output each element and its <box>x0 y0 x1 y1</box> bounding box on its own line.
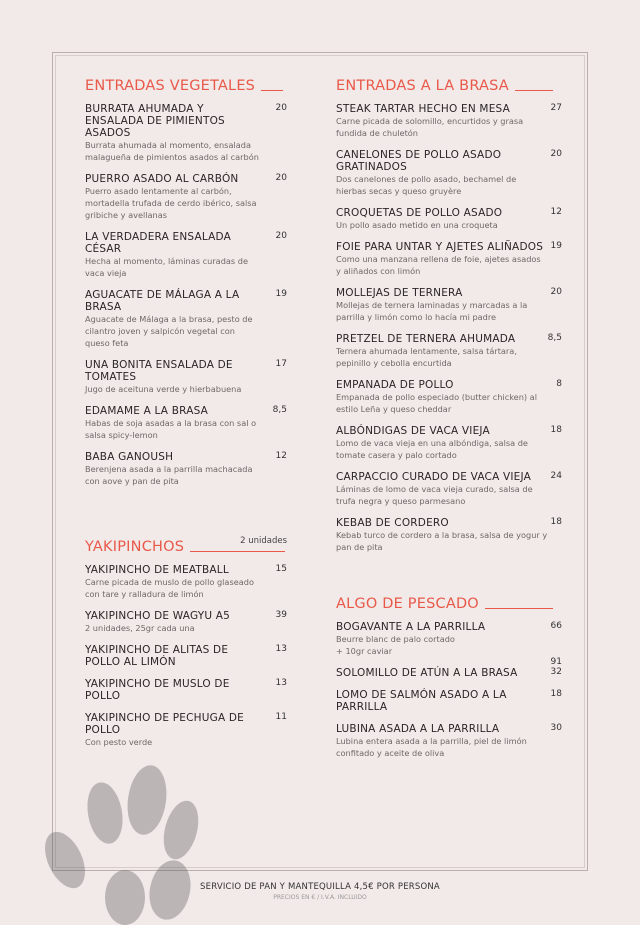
item-price: 18 <box>550 517 562 527</box>
item-description: Láminas de lomo de vaca vieja curado, salsa de trufa negra y queso parmesano <box>336 484 533 506</box>
item-price: 27 <box>550 103 562 113</box>
section-yakipinchos <box>85 538 287 758</box>
menu-item <box>336 425 562 461</box>
item-description: 2 unidades, 25gr cada una <box>85 623 195 633</box>
item-price: 24 <box>550 471 562 481</box>
menu-item <box>336 517 562 553</box>
item-description: Kebab turco de cordero a la brasa, salsa de yogur y pan de pita <box>336 530 548 552</box>
item-description: Berenjena asada a la parrilla machacada con aove y pan de pita <box>85 464 253 486</box>
item-name: AGUACATE DE MÁLAGA A LA BRASA <box>85 289 240 313</box>
item-description: Carne picada de solomillo, encurtidos y grasa fundida de chuletón <box>336 116 524 138</box>
menu-item <box>336 379 562 415</box>
item-price: 39 <box>275 610 287 620</box>
item-name: PUERRO ASADO AL CARBÓN <box>85 173 239 185</box>
item-price: 20 <box>275 231 287 241</box>
item-description: Mollejas de ternera laminadas y marcadas a la parrilla y limón como lo hacía mi padre <box>336 300 528 322</box>
section-algo-de-pescado <box>336 595 562 769</box>
item-name: YAKIPINCHO DE ALITAS DE POLLO AL LIMÓN <box>85 644 229 668</box>
prices-note: PRECIOS EN € / I.V.A. INCLUIDO <box>273 894 367 901</box>
item-description: Jugo de aceituna verde y hierbabuena <box>85 384 242 394</box>
item-name: BURRATA AHUMADA Y ENSALADA DE PIMIENTOS ASADOS <box>85 103 225 139</box>
menu-item <box>336 689 562 713</box>
title-rule <box>485 608 553 609</box>
title-rule <box>190 551 285 552</box>
item-price: 12 <box>275 451 287 461</box>
menu-item <box>336 103 562 139</box>
item-price: 17 <box>275 359 287 369</box>
item-name: EMPANADA DE POLLO <box>336 379 454 391</box>
section-note: 2 unidades <box>240 536 287 546</box>
item-price: 13 <box>275 678 287 688</box>
title-rule <box>515 90 553 91</box>
menu-item <box>336 471 562 507</box>
item-name: YAKIPINCHO DE PECHUGA DE POLLO <box>85 712 244 736</box>
item-name: LUBINA ASADA A LA PARRILLA <box>336 723 500 735</box>
item-price: 18 <box>550 689 562 699</box>
item-price: 66 <box>550 621 562 631</box>
item-description: Con pesto verde <box>85 737 153 747</box>
menu-item <box>336 667 562 679</box>
menu-item <box>336 287 562 323</box>
menu-item <box>336 207 562 231</box>
menu-item <box>85 564 287 600</box>
item-name: ALBÓNDIGAS DE VACA VIEJA <box>336 425 490 437</box>
menu-item <box>85 644 287 668</box>
item-price: 30 <box>550 723 562 733</box>
item-description: Beurre blanc de palo cortado <box>336 634 455 644</box>
item-description: Empanada de pollo especiado (butter chicken) al estilo Leña y queso cheddar <box>336 392 537 414</box>
item-description: Carne picada de muslo de pollo glaseado con tare y ralladura de limón <box>85 577 254 599</box>
item-price: 13 <box>275 644 287 654</box>
item-name: LOMO DE SALMÓN ASADO A LA PARRILLA <box>336 689 507 713</box>
item-description: Lomo de vaca vieja en una albóndiga, salsa de tomate casera y palo cortado <box>336 438 528 460</box>
item-name: YAKIPINCHO DE MEATBALL <box>85 564 229 576</box>
section-entradas-brasa <box>336 77 562 563</box>
item-description: Dos canelones de pollo asado, bechamel de hierbas secas y queso gruyère <box>336 174 517 196</box>
menu-item <box>336 621 562 667</box>
menu-item <box>85 359 287 395</box>
item-price: 8 <box>556 379 562 389</box>
menu-item <box>85 610 287 634</box>
item-name: KEBAB DE CORDERO <box>336 517 449 529</box>
item-name: MOLLEJAS DE TERNERA <box>336 287 463 299</box>
item-description: Como una manzana rellena de foie, ajetes asados y aliñados con limón <box>336 254 541 276</box>
item-price: 20 <box>550 287 562 297</box>
item-name: STEAK TARTAR HECHO EN MESA <box>336 103 510 115</box>
menu-item <box>85 712 287 748</box>
item-extra: + 10gr caviar <box>336 646 393 656</box>
item-description: Hecha al momento, láminas curadas de vaca vieja <box>85 256 249 278</box>
section-title: ENTRADAS VEGETALES <box>85 78 256 94</box>
item-price: 15 <box>275 564 287 574</box>
item-name: YAKIPINCHO DE WAGYU A5 <box>85 610 231 622</box>
menu-item <box>85 289 287 349</box>
item-name: UNA BONITA ENSALADA DE TOMATES <box>85 359 233 383</box>
menu-item <box>336 241 562 277</box>
item-description: Habas de soja asadas a la brasa con sal o salsa spicy-lemon <box>85 418 257 440</box>
item-name: CANELONES DE POLLO ASADO GRATINADOS <box>336 149 502 173</box>
item-price: 20 <box>550 149 562 159</box>
item-price: 20 <box>275 103 287 113</box>
item-price: 8,5 <box>272 405 287 415</box>
item-name: CROQUETAS DE POLLO ASADO <box>336 207 503 219</box>
item-price: 12 <box>550 207 562 217</box>
item-description: Aguacate de Málaga a la brasa, pesto de cilantro joven y salpicón vegetal con queso feta <box>85 314 253 348</box>
section-title: YAKIPINCHOS <box>85 539 185 555</box>
item-description: Ternera ahumada lentamente, salsa tártara, pepinillo y cebolla encurtida <box>336 346 517 368</box>
menu-item <box>85 678 287 702</box>
item-name: EDAMAME A LA BRASA <box>85 405 209 417</box>
item-name: YAKIPINCHO DE MUSLO DE POLLO <box>85 678 230 702</box>
section-title: ENTRADAS A LA BRASA <box>336 78 509 94</box>
section-title: ALGO DE PESCADO <box>336 596 479 612</box>
menu-item <box>85 231 287 279</box>
menu-item <box>336 333 562 369</box>
item-description: Puerro asado lentamente al carbón, mortadella trufada de cerdo ibérico, salsa gribiche y avellanas <box>85 186 257 220</box>
item-name: LA VERDADERA ENSALADA CÉSAR <box>85 231 232 255</box>
item-name: BABA GANOUSH <box>85 451 174 463</box>
item-price: 8,5 <box>547 333 562 343</box>
item-price: 32 <box>550 667 562 677</box>
item-price: 20 <box>275 173 287 183</box>
title-rule <box>261 90 283 91</box>
item-name: CARPACCIO CURADO DE VACA VIEJA <box>336 471 532 483</box>
item-price: 19 <box>550 241 562 251</box>
item-description: Un pollo asado metido en una croqueta <box>336 220 498 230</box>
item-description: Burrata ahumada al momento, ensalada malagueña de pimientos asados al carbón <box>85 140 259 162</box>
bread-service-note: SERVICIO DE PAN Y MANTEQUILLA 4,5€ POR PERSONA <box>200 882 440 892</box>
item-name: PRETZEL DE TERNERA AHUMADA <box>336 333 516 345</box>
item-price: 11 <box>275 712 287 722</box>
item-name: FOIE PARA UNTAR Y AJETES ALIÑADOS <box>336 241 544 253</box>
footer <box>0 882 640 901</box>
item-name: BOGAVANTE A LA PARRILLA <box>336 621 486 633</box>
menu-item <box>85 173 287 221</box>
section-entradas-vegetales <box>85 77 287 497</box>
menu-item <box>85 103 287 163</box>
item-price: 18 <box>550 425 562 435</box>
item-price: 19 <box>275 289 287 299</box>
menu-item <box>85 405 287 441</box>
menu-item <box>336 723 562 759</box>
menu-item <box>336 149 562 197</box>
item-extra-price: 91 <box>550 657 562 667</box>
item-name: SOLOMILLO DE ATÚN A LA BRASA <box>336 667 518 679</box>
menu-item <box>85 451 287 487</box>
item-description: Lubina entera asada a la parrilla, piel de limón confitado y aceite de oliva <box>336 736 527 758</box>
